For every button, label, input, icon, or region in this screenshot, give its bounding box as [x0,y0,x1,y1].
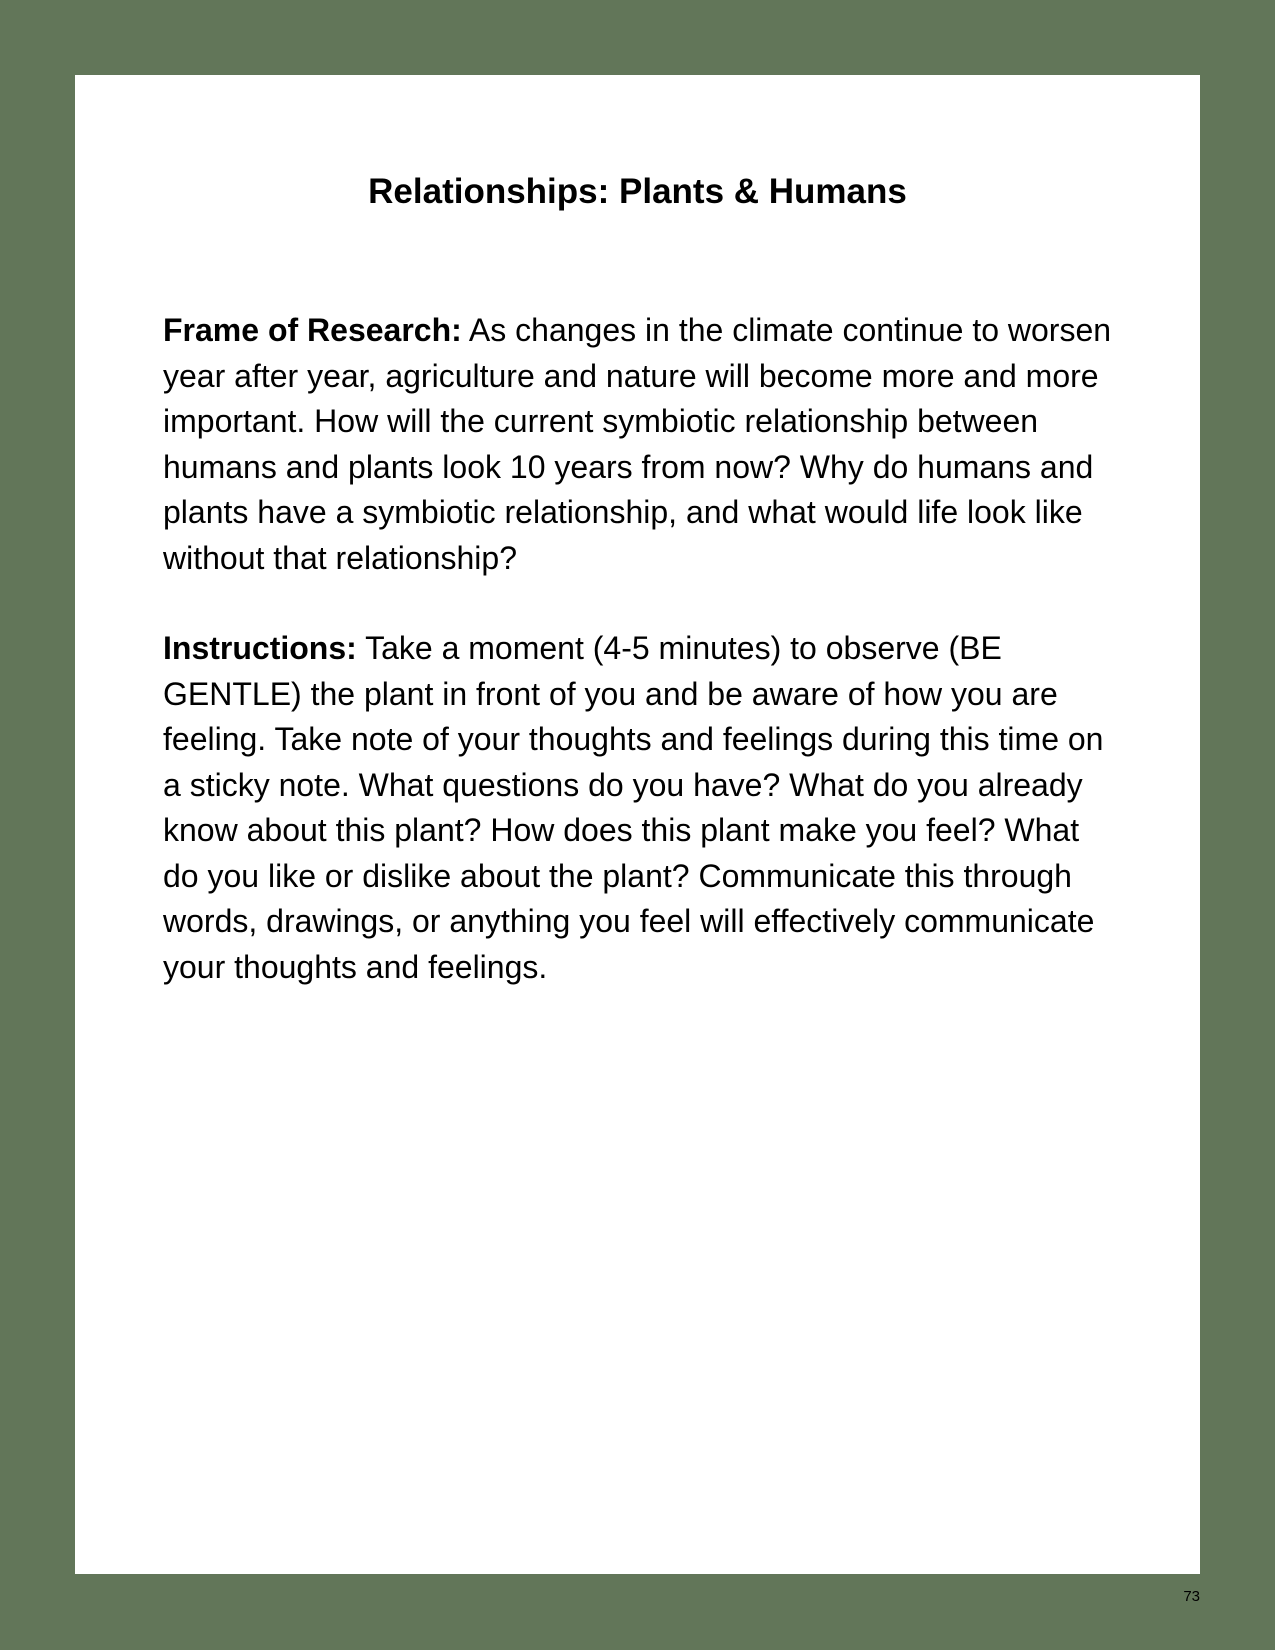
frame-of-research-label: Frame of Research: [163,312,462,348]
frame-of-research-text: As changes in the climate continue to worsen year after year, agriculture and nature will become more and more important. How will the current symbiotic relationship between humans and plants look 10 years from now? Why do humans and plants have a symbiotic relationship, and what would life look like without that relationship? [163,312,1112,576]
page-number: 73 [1183,1588,1200,1605]
frame-of-research-paragraph [163,308,1123,581]
instructions-label: Instructions: [163,630,357,666]
document-body [163,308,1123,990]
page-title: Relationships: Plants & Humans [368,172,907,211]
instructions-text: Take a moment (4-5 minutes) to observe (BE GENTLE) the plant in front of you and be aware of how you are feeling. Take note of your thoughts and feelings during this time on a sticky note. What questions do you have? What do you already know about this plant? How does this plant make you feel? What do you like or dislike about the plant? Communicate this through words, drawings, or anything you feel will effectively communicate your thoughts and feelings. [163,630,1104,985]
instructions-paragraph [163,626,1123,990]
